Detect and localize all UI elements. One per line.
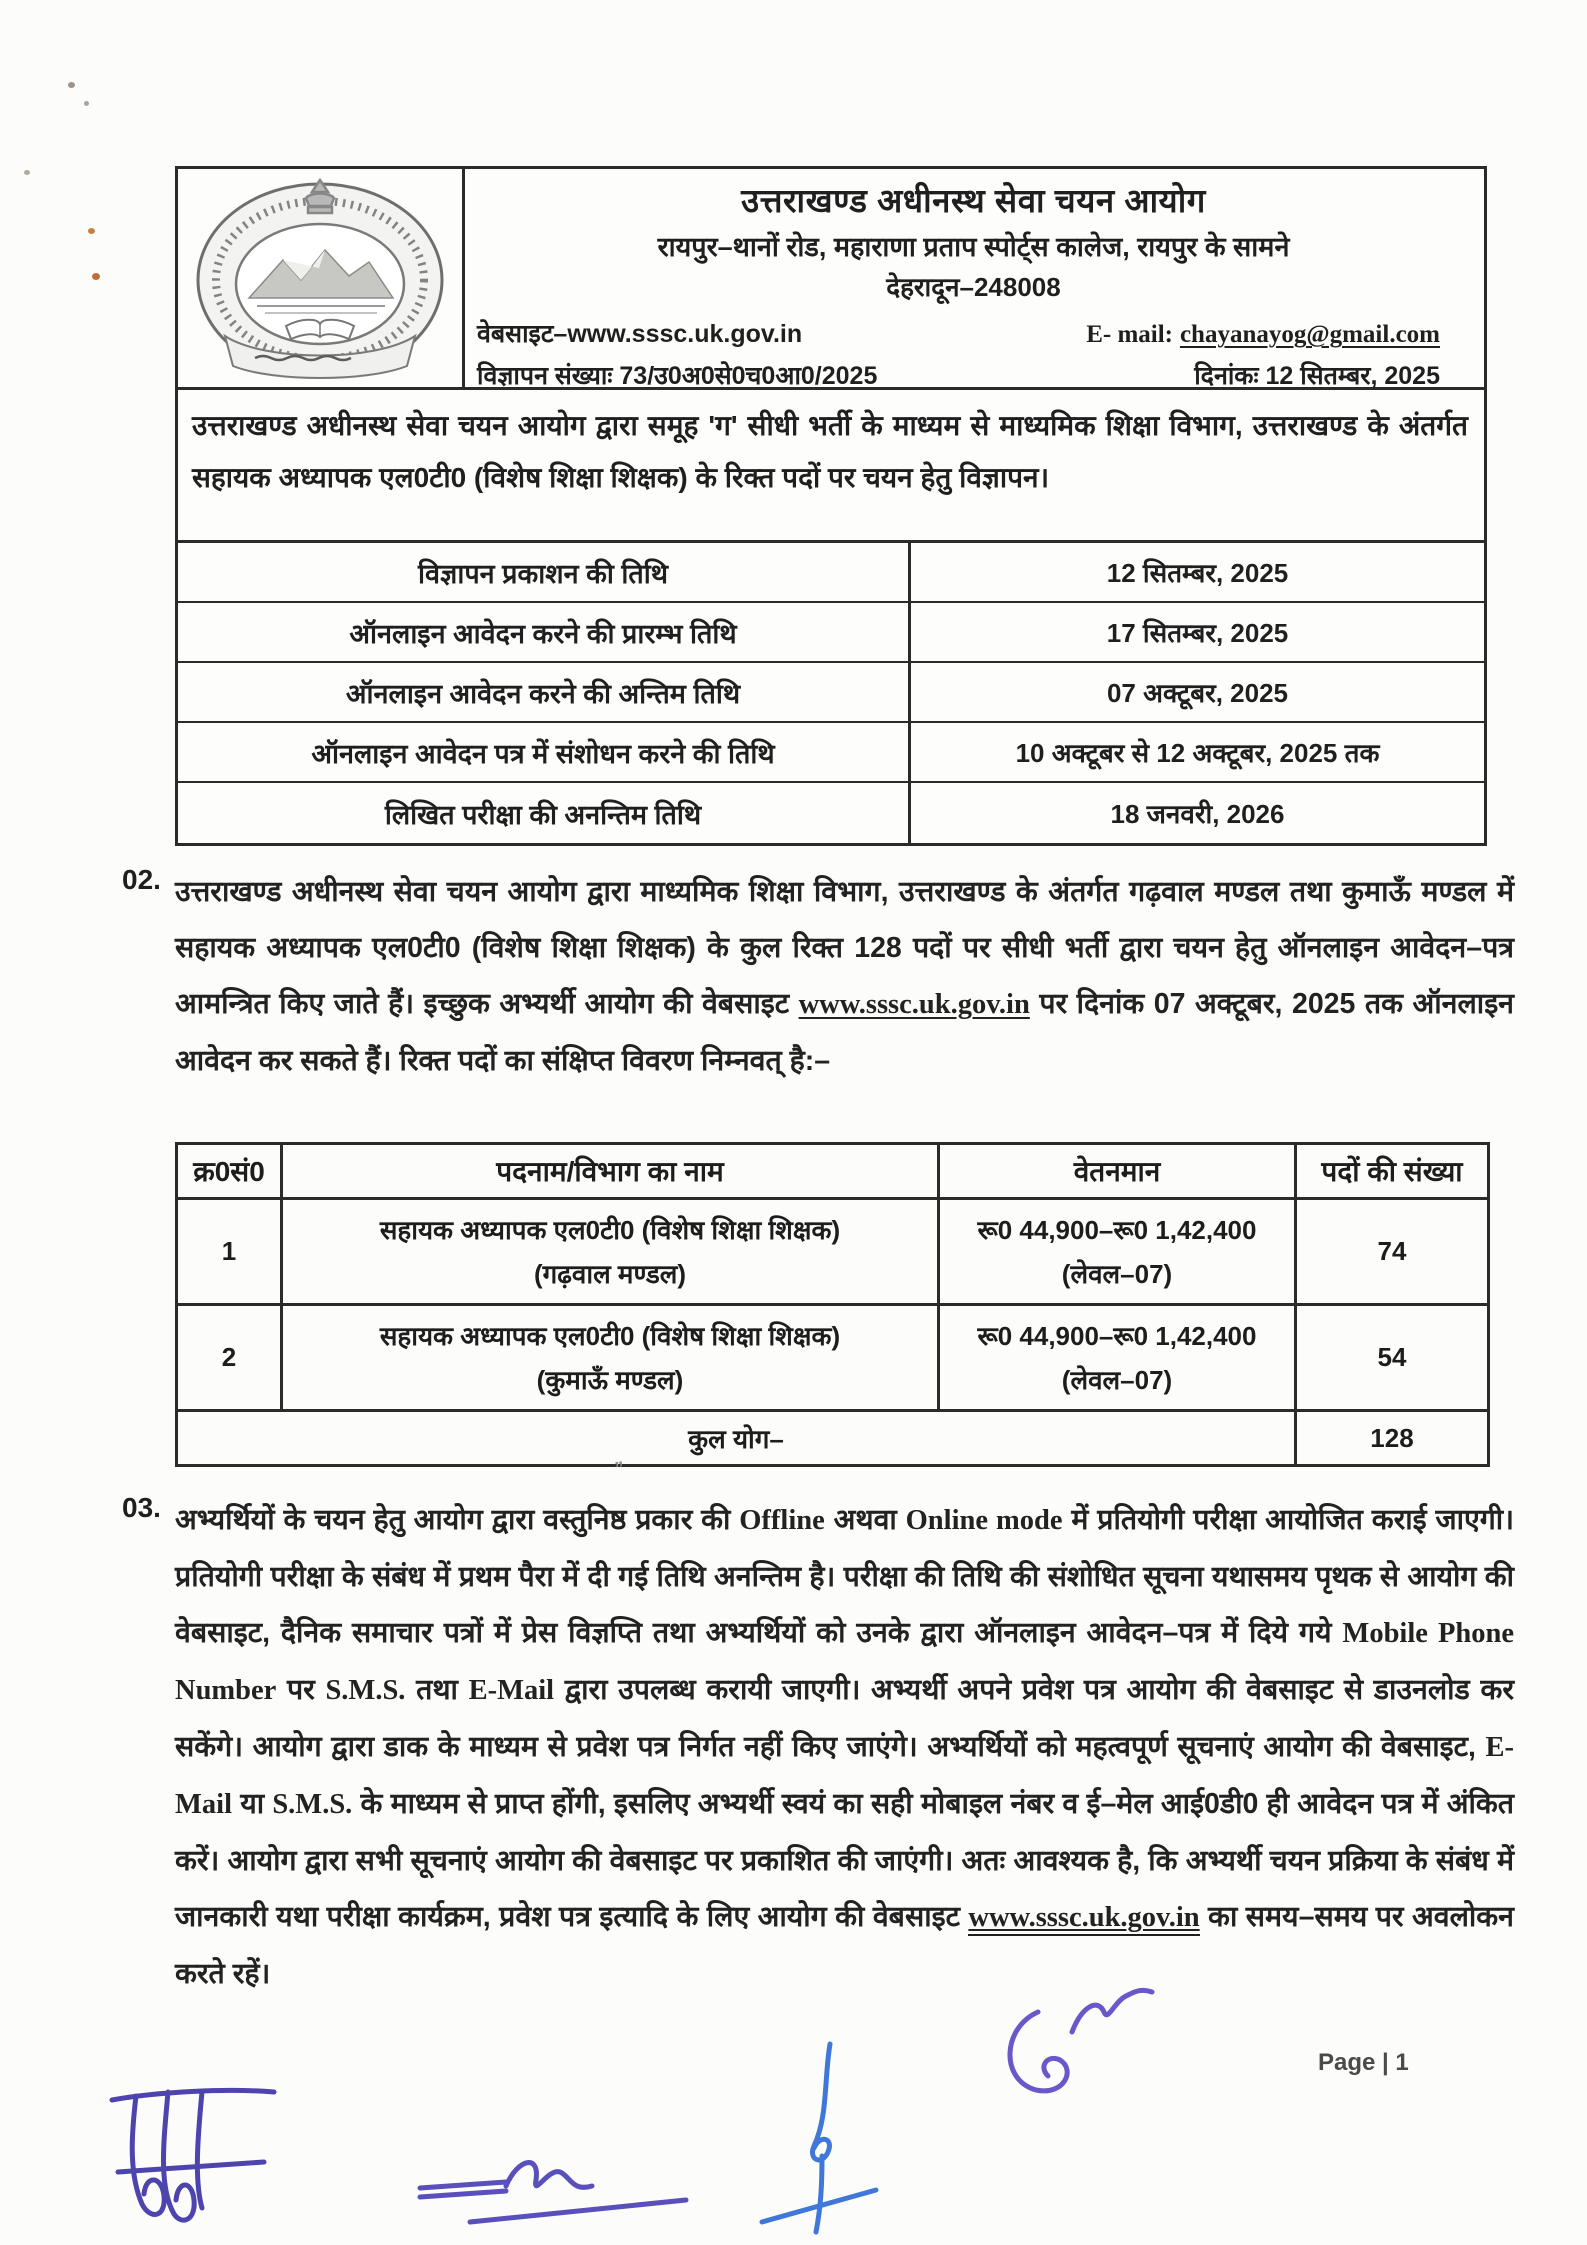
total-label: कुल योग–	[177, 1411, 1296, 1466]
col-header-count: पदों की संख्या	[1296, 1144, 1489, 1199]
paragraph-02-text: उत्तराखण्ड अधीनस्थ सेवा चयन आयोग द्वारा माध्यमिक शिक्षा विभाग, उत्तराखण्ड के अंतर्गत गढ़वाल मण्डल तथा कुमाऊँ मण्डल में सहायक अध्यापक एल0टी0 (विशेष शिक्षा शिक्षक) के कुल रिक्त 128 पदों पर सीधी भर्ती द्वारा चयन हेतु ऑनलाइन आवेदन–पत्र आमन्त्रित किए जाते हैं। इच्छुक अभ्यर्थी आयोग की वेबसाइट www.sssc.uk.gov.in पर दिनांक 07 अक्टूबर, 2025 तक ऑनलाइन आवेदन कर सकते हैं। रिक्त पदों का संक्षिप्त विवरण निम्नवत् है:–	[175, 876, 1515, 1077]
post-region: (गढ़वाल मण्डल)	[533, 1258, 687, 1289]
signature-3	[748, 2038, 903, 2245]
post-name: सहायक अध्यापक एल0टी0 (विशेष शिक्षा शिक्षक)	[379, 1214, 841, 1245]
post-cell	[282, 1199, 939, 1305]
paragraph-03	[122, 1492, 1514, 2002]
notice-intro: उत्तराखण्ड अधीनस्थ सेवा चयन आयोग द्वारा समूह 'ग' सीधी भर्ती के माध्यम से माध्यमिक शिक्षा विभाग, उत्तराखण्ड के अंतर्गत सहायक अध्यापक एल0टी0 (विशेष शिक्षा शिक्षक) के रिक्त पदों पर चयन हेतु विज्ञापन।	[178, 390, 1484, 543]
date-value: 12 सितम्बर, 2025	[1106, 558, 1289, 588]
date-value: 07 अक्टूबर, 2025	[1106, 678, 1289, 708]
paragraph-02	[122, 864, 1514, 1089]
date-label: ऑनलाइन आवेदन करने की प्रारम्भ तिथि	[178, 603, 911, 661]
vacancy-row	[177, 1199, 1489, 1305]
post-cell	[282, 1305, 939, 1411]
signature-4	[980, 1984, 1185, 2119]
logo-cell	[178, 169, 465, 387]
col-header-pay: वेतनमान	[939, 1144, 1296, 1199]
vacancy-table	[175, 1142, 1490, 1467]
date-row	[178, 783, 1484, 843]
advt-date-row	[477, 358, 1470, 392]
pay-scale: रू0 44,900–रू0 1,42,400	[977, 1320, 1257, 1351]
date-row	[178, 663, 1484, 723]
pay-cell	[939, 1199, 1296, 1305]
advt-date: दिनांकः 12 सितम्बर, 2025	[1194, 362, 1440, 390]
scan-speck	[68, 82, 75, 88]
scan-speck	[84, 101, 89, 106]
notice-header-box	[175, 166, 1487, 846]
scan-speck	[24, 170, 30, 175]
org-name: उत्तराखण्ड अधीनस्थ सेवा चयन आयोग	[741, 182, 1206, 219]
date-label: विज्ञापन प्रकाशन की तिथि	[178, 543, 911, 601]
scan-speck	[92, 273, 100, 280]
paragraph-number: 03.	[122, 1492, 161, 1523]
pay-level: (लेवल–07)	[1061, 1258, 1173, 1289]
signature-2	[414, 2140, 699, 2240]
paragraph-03-text: अभ्यर्थियों के चयन हेतु आयोग द्वारा वस्तुनिष्ठ प्रकार की Offline अथवा Online mode में प्रतियोगी परीक्षा आयोजित कराई जाएगी। प्रतियोगी परीक्षा के संबंध में प्रथम पैरा में दी गई तिथि अनन्तिम है। परीक्षा की तिथि की संशोधित सूचना यथासमय पृथक से आयोग की वेबसाइट, दैनिक समाचार पत्रों में प्रेस विज्ञप्ति तथा अभ्यर्थियों को उनके द्वारा ऑनलाइन आवेदन–पत्र में दिये गये Mobile Phone Number पर S.M.S. तथा E-Mail द्वारा उपलब्ध करायी जाएगी। अभ्यर्थी अपने प्रवेश पत्र आयोग की वेबसाइट से डाउनलोड कर सकेंगे। आयोग द्वारा डाक के माध्यम से प्रवेश पत्र निर्गत नहीं किए जाएंगे। अभ्यर्थियों को महत्वपूर्ण सूचनाएं आयोग की वेबसाइट, E-Mail या S.M.S. के माध्यम से प्राप्त होंगी, इसलिए अभ्यर्थी स्वयं का सही मोबाइल नंबर व ई–मेल आई0डी0 ही आवेदन पत्र में अंकित करें। आयोग द्वारा सभी सूचनाएं आयोग की वेबसाइट पर प्रकाशित की जाएंगी। अतः आवश्यक है, कि अभ्यर्थी चयन प्रक्रिया के संबंध में जानकारी यथा परीक्षा कार्यक्रम, प्रवेश पत्र इत्यादि के लिए आयोग की वेबसाइट www.sssc.uk.gov.in का समय–समय पर अवलोकन करते रहें।	[175, 1504, 1515, 1990]
date-value: 10 अक्टूबर से 12 अक्टूबर, 2025 तक	[1015, 738, 1380, 768]
paragraph-number: 02.	[122, 864, 161, 895]
col-header-serial: क्र0सं0	[177, 1144, 282, 1199]
vacancy-row	[177, 1305, 1489, 1411]
date-label: ऑनलाइन आवेदन पत्र में संशोधन करने की तिथि	[178, 723, 911, 781]
post-region: (कुमाऊँ मण्डल)	[536, 1364, 684, 1395]
page-number: Page | 1	[1318, 2049, 1409, 2076]
header-info	[465, 169, 1484, 390]
important-dates-table	[178, 543, 1484, 843]
commission-emblem	[191, 176, 449, 380]
date-value: 18 जनवरी, 2026	[1110, 799, 1285, 829]
website-text: वेबसाइट–www.sssc.uk.gov.in	[477, 320, 803, 348]
serial-cell: 1	[177, 1199, 282, 1305]
website-email-row	[477, 316, 1470, 350]
scan-artifact: ”	[613, 1457, 626, 1479]
pay-cell	[939, 1305, 1296, 1411]
email-address: chayanayog@gmail.com	[1179, 321, 1440, 348]
org-city-pincode: देहरादून–248008	[886, 272, 1061, 302]
post-name: सहायक अध्यापक एल0टी0 (विशेष शिक्षा शिक्षक)	[379, 1320, 841, 1351]
date-row	[178, 603, 1484, 663]
date-label: ऑनलाइन आवेदन करने की अन्तिम तिथि	[178, 663, 911, 721]
pay-scale: रू0 44,900–रू0 1,42,400	[977, 1214, 1257, 1245]
date-row	[178, 543, 1484, 603]
vacancy-header-row	[177, 1144, 1489, 1199]
total-count: 128	[1296, 1411, 1489, 1466]
signature-1	[106, 2068, 296, 2240]
advt-number: विज्ञापन संख्याः 73/उ0अ0से0च0आ0/2025	[477, 362, 878, 390]
date-label: लिखित परीक्षा की अनन्तिम तिथि	[178, 783, 911, 843]
col-header-post: पदनाम/विभाग का नाम	[282, 1144, 939, 1199]
scan-speck	[88, 228, 95, 234]
org-address: रायपुर–थानों रोड, महाराणा प्रताप स्पोर्ट्स कालेज, रायपुर के सामने	[657, 232, 1290, 262]
count-cell: 74	[1296, 1199, 1489, 1305]
header-row	[178, 169, 1484, 390]
vacancy-total-row	[177, 1411, 1489, 1466]
count-cell: 54	[1296, 1305, 1489, 1411]
email-label: E- mail:	[1086, 321, 1173, 348]
date-row	[178, 723, 1484, 783]
email-block	[1086, 320, 1440, 349]
pay-level: (लेवल–07)	[1061, 1364, 1173, 1395]
serial-cell: 2	[177, 1305, 282, 1411]
date-value: 17 सितम्बर, 2025	[1106, 618, 1289, 648]
